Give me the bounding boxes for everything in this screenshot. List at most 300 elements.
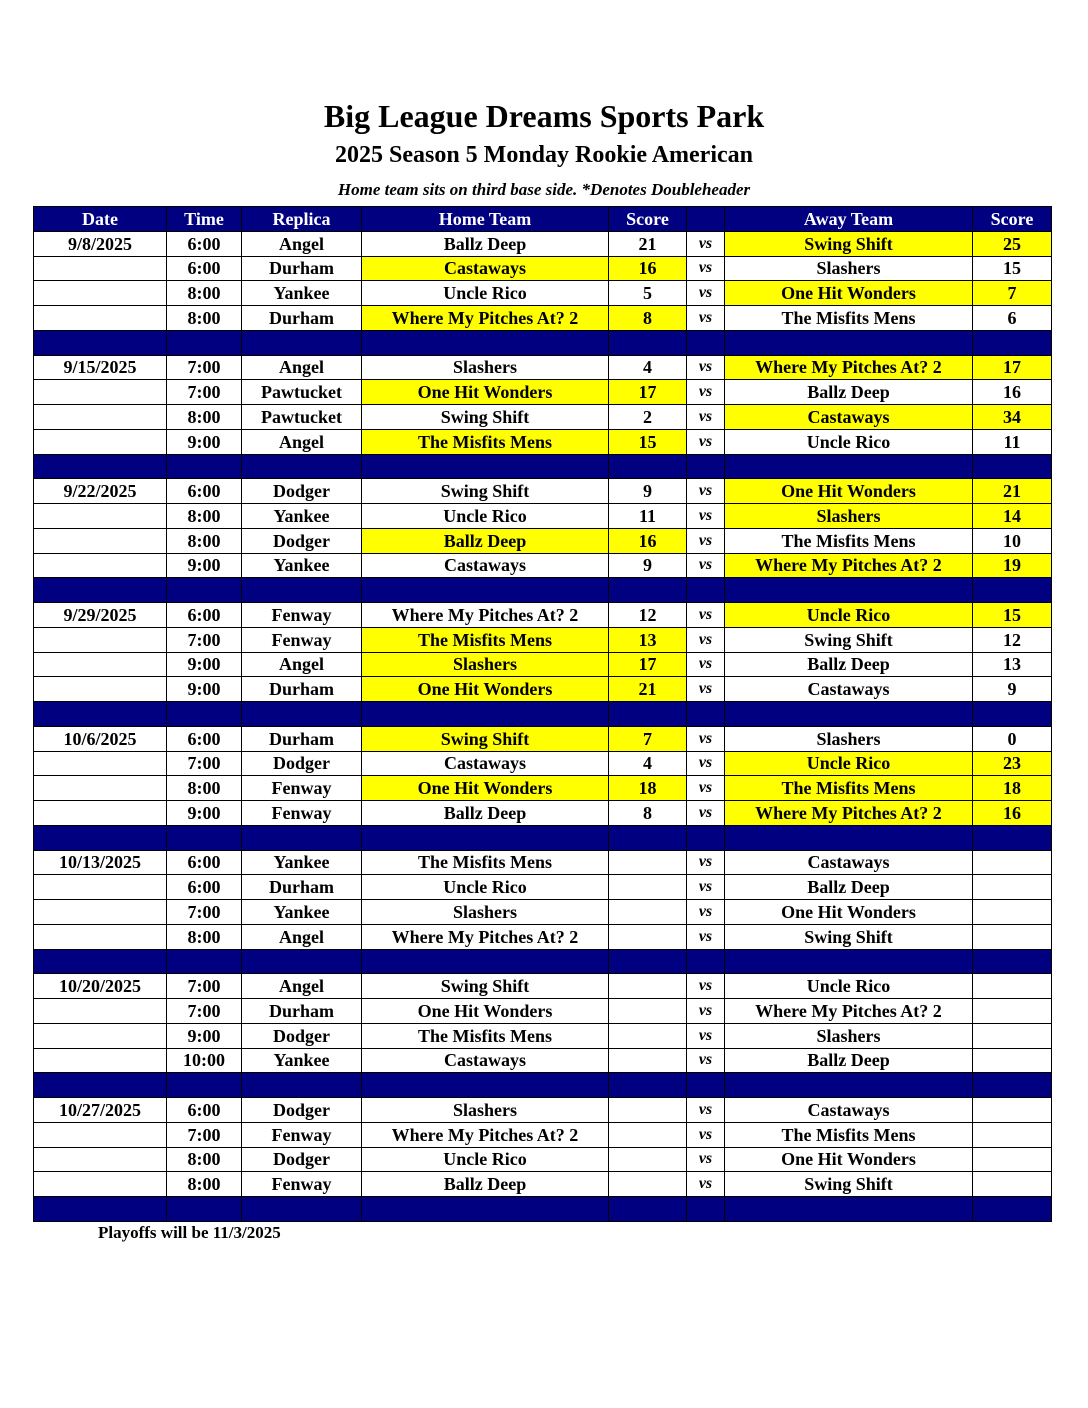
- away-score-cell: 12: [973, 627, 1052, 652]
- vs-cell: vs: [687, 429, 725, 454]
- table-row: [34, 380, 1052, 405]
- table-row: [34, 1122, 1052, 1147]
- away-score-cell: 6: [973, 306, 1052, 331]
- away-score-cell: 0: [973, 726, 1052, 751]
- away-score-cell: [973, 974, 1052, 999]
- home-team-cell: Castaways: [362, 256, 609, 281]
- time-cell: 7:00: [167, 999, 242, 1024]
- week-separator-row: [34, 1197, 1052, 1222]
- away-score-cell: [973, 924, 1052, 949]
- away-score-cell: [973, 1122, 1052, 1147]
- home-team-cell: The Misfits Mens: [362, 850, 609, 875]
- table-row: [34, 281, 1052, 306]
- home-team-cell: Ballz Deep: [362, 801, 609, 826]
- separator-cell: [242, 330, 362, 355]
- away-team-cell: Ballz Deep: [725, 875, 973, 900]
- home-score-cell: 5: [609, 281, 687, 306]
- separator-cell: [687, 1197, 725, 1222]
- replica-cell: Yankee: [242, 281, 362, 306]
- time-cell: 8:00: [167, 1147, 242, 1172]
- date-cell: [34, 1048, 167, 1073]
- away-team-cell: Castaways: [725, 850, 973, 875]
- away-team-cell: Slashers: [725, 504, 973, 529]
- away-team-cell: Swing Shift: [725, 627, 973, 652]
- separator-cell: [167, 1073, 242, 1098]
- col-replica-header: Replica: [242, 207, 362, 232]
- replica-cell: Angel: [242, 429, 362, 454]
- away-score-cell: 7: [973, 281, 1052, 306]
- home-score-cell: [609, 1147, 687, 1172]
- away-team-cell: The Misfits Mens: [725, 306, 973, 331]
- home-score-cell: [609, 999, 687, 1024]
- separator-cell: [362, 1073, 609, 1098]
- table-row: [34, 751, 1052, 776]
- vs-cell: vs: [687, 875, 725, 900]
- date-cell: 10/27/2025: [34, 1098, 167, 1123]
- home-team-cell: Swing Shift: [362, 479, 609, 504]
- home-score-cell: 16: [609, 528, 687, 553]
- time-cell: 7:00: [167, 974, 242, 999]
- away-score-cell: [973, 875, 1052, 900]
- week-separator-row: [34, 949, 1052, 974]
- time-cell: 7:00: [167, 380, 242, 405]
- time-cell: 8:00: [167, 281, 242, 306]
- replica-cell: Dodger: [242, 1098, 362, 1123]
- vs-cell: vs: [687, 1122, 725, 1147]
- time-cell: 9:00: [167, 429, 242, 454]
- table-row: [34, 1023, 1052, 1048]
- replica-cell: Dodger: [242, 528, 362, 553]
- separator-cell: [687, 949, 725, 974]
- vs-cell: vs: [687, 479, 725, 504]
- time-cell: 9:00: [167, 801, 242, 826]
- separator-cell: [34, 949, 167, 974]
- home-team-cell: Castaways: [362, 751, 609, 776]
- date-cell: [34, 1147, 167, 1172]
- week-separator-row: [34, 825, 1052, 850]
- time-cell: 8:00: [167, 504, 242, 529]
- home-team-cell: Where My Pitches At? 2: [362, 924, 609, 949]
- separator-cell: [725, 578, 973, 603]
- separator-cell: [362, 949, 609, 974]
- separator-cell: [167, 949, 242, 974]
- separator-cell: [609, 330, 687, 355]
- table-row: [34, 504, 1052, 529]
- home-team-cell: The Misfits Mens: [362, 1023, 609, 1048]
- date-cell: 9/15/2025: [34, 355, 167, 380]
- vs-cell: vs: [687, 281, 725, 306]
- time-cell: 7:00: [167, 900, 242, 925]
- col-home-team-header: Home Team: [362, 207, 609, 232]
- table-row: [34, 677, 1052, 702]
- week-separator-row: [34, 454, 1052, 479]
- separator-cell: [725, 330, 973, 355]
- vs-cell: vs: [687, 924, 725, 949]
- separator-cell: [242, 825, 362, 850]
- home-score-cell: 9: [609, 479, 687, 504]
- week-separator-row: [34, 702, 1052, 727]
- separator-cell: [973, 1073, 1052, 1098]
- replica-cell: Durham: [242, 256, 362, 281]
- date-cell: [34, 776, 167, 801]
- separator-cell: [725, 949, 973, 974]
- replica-cell: Yankee: [242, 850, 362, 875]
- col-away-score-header: Score: [973, 207, 1052, 232]
- separator-cell: [687, 578, 725, 603]
- away-team-cell: Swing Shift: [725, 231, 973, 256]
- away-score-cell: [973, 900, 1052, 925]
- replica-cell: Dodger: [242, 1147, 362, 1172]
- replica-cell: Fenway: [242, 603, 362, 628]
- replica-cell: Yankee: [242, 900, 362, 925]
- home-team-cell: One Hit Wonders: [362, 999, 609, 1024]
- vs-cell: vs: [687, 405, 725, 430]
- home-team-cell: Swing Shift: [362, 974, 609, 999]
- replica-cell: Angel: [242, 355, 362, 380]
- separator-cell: [973, 454, 1052, 479]
- separator-cell: [362, 1197, 609, 1222]
- away-team-cell: Where My Pitches At? 2: [725, 801, 973, 826]
- table-row: [34, 553, 1052, 578]
- away-score-cell: [973, 999, 1052, 1024]
- vs-cell: vs: [687, 231, 725, 256]
- away-score-cell: [973, 1172, 1052, 1197]
- vs-cell: vs: [687, 504, 725, 529]
- table-row: [34, 999, 1052, 1024]
- table-row: [34, 726, 1052, 751]
- separator-cell: [362, 578, 609, 603]
- table-row: [34, 850, 1052, 875]
- replica-cell: Angel: [242, 974, 362, 999]
- vs-cell: vs: [687, 627, 725, 652]
- away-score-cell: 15: [973, 603, 1052, 628]
- home-team-cell: One Hit Wonders: [362, 677, 609, 702]
- vs-cell: vs: [687, 999, 725, 1024]
- home-score-cell: [609, 1098, 687, 1123]
- away-score-cell: 25: [973, 231, 1052, 256]
- away-score-cell: 10: [973, 528, 1052, 553]
- date-cell: [34, 553, 167, 578]
- time-cell: 6:00: [167, 256, 242, 281]
- week-separator-row: [34, 330, 1052, 355]
- time-cell: 6:00: [167, 1098, 242, 1123]
- home-score-cell: [609, 1172, 687, 1197]
- home-score-cell: [609, 850, 687, 875]
- separator-cell: [609, 702, 687, 727]
- home-score-cell: 8: [609, 306, 687, 331]
- time-cell: 8:00: [167, 776, 242, 801]
- home-team-cell: Castaways: [362, 1048, 609, 1073]
- date-cell: [34, 875, 167, 900]
- vs-cell: vs: [687, 1048, 725, 1073]
- separator-cell: [167, 702, 242, 727]
- table-row: [34, 429, 1052, 454]
- away-team-cell: Castaways: [725, 677, 973, 702]
- replica-cell: Fenway: [242, 627, 362, 652]
- separator-cell: [687, 702, 725, 727]
- replica-cell: Angel: [242, 652, 362, 677]
- away-team-cell: One Hit Wonders: [725, 479, 973, 504]
- home-team-cell: Where My Pitches At? 2: [362, 603, 609, 628]
- home-score-cell: 7: [609, 726, 687, 751]
- week-separator-row: [34, 578, 1052, 603]
- away-team-cell: The Misfits Mens: [725, 528, 973, 553]
- away-team-cell: Where My Pitches At? 2: [725, 553, 973, 578]
- away-score-cell: 21: [973, 479, 1052, 504]
- home-team-cell: Uncle Rico: [362, 1147, 609, 1172]
- date-cell: [34, 652, 167, 677]
- separator-cell: [167, 1197, 242, 1222]
- week-separator-row: [34, 1073, 1052, 1098]
- date-cell: [34, 801, 167, 826]
- away-team-cell: Ballz Deep: [725, 380, 973, 405]
- home-score-cell: 8: [609, 801, 687, 826]
- away-team-cell: One Hit Wonders: [725, 900, 973, 925]
- separator-cell: [242, 702, 362, 727]
- replica-cell: Angel: [242, 924, 362, 949]
- home-team-cell: Slashers: [362, 900, 609, 925]
- time-cell: 9:00: [167, 1023, 242, 1048]
- page-subtitle: 2025 Season 5 Monday Rookie American: [334, 142, 753, 168]
- away-team-cell: One Hit Wonders: [725, 281, 973, 306]
- col-time-header: Time: [167, 207, 242, 232]
- vs-cell: vs: [687, 652, 725, 677]
- replica-cell: Dodger: [242, 479, 362, 504]
- separator-cell: [242, 578, 362, 603]
- home-team-cell: One Hit Wonders: [362, 776, 609, 801]
- home-team-cell: Ballz Deep: [362, 528, 609, 553]
- separator-cell: [973, 702, 1052, 727]
- playoffs-note: Playoffs will be 11/3/2025: [98, 1223, 281, 1242]
- separator-cell: [973, 825, 1052, 850]
- separator-cell: [167, 825, 242, 850]
- separator-cell: [34, 578, 167, 603]
- date-cell: [34, 429, 167, 454]
- date-cell: [34, 1023, 167, 1048]
- away-team-cell: Uncle Rico: [725, 603, 973, 628]
- home-team-cell: The Misfits Mens: [362, 429, 609, 454]
- separator-cell: [167, 454, 242, 479]
- home-score-cell: 13: [609, 627, 687, 652]
- away-score-cell: 16: [973, 801, 1052, 826]
- home-score-cell: 15: [609, 429, 687, 454]
- vs-cell: vs: [687, 1147, 725, 1172]
- replica-cell: Durham: [242, 875, 362, 900]
- home-score-cell: 4: [609, 355, 687, 380]
- table-row: [34, 1098, 1052, 1123]
- table-row: [34, 875, 1052, 900]
- away-score-cell: 16: [973, 380, 1052, 405]
- date-cell: [34, 528, 167, 553]
- vs-cell: vs: [687, 355, 725, 380]
- vs-cell: vs: [687, 1172, 725, 1197]
- replica-cell: Durham: [242, 999, 362, 1024]
- date-cell: 10/20/2025: [34, 974, 167, 999]
- away-team-cell: Castaways: [725, 1098, 973, 1123]
- separator-cell: [725, 1073, 973, 1098]
- table-row: [34, 528, 1052, 553]
- date-cell: 9/22/2025: [34, 479, 167, 504]
- home-team-cell: Where My Pitches At? 2: [362, 1122, 609, 1147]
- away-score-cell: 15: [973, 256, 1052, 281]
- separator-cell: [609, 1197, 687, 1222]
- replica-cell: Angel: [242, 231, 362, 256]
- date-cell: [34, 281, 167, 306]
- replica-cell: Dodger: [242, 751, 362, 776]
- home-team-cell: Slashers: [362, 1098, 609, 1123]
- col-away-team-header: Away Team: [725, 207, 973, 232]
- home-team-cell: Slashers: [362, 652, 609, 677]
- table-header-row: [34, 207, 1052, 232]
- date-cell: [34, 900, 167, 925]
- separator-cell: [167, 330, 242, 355]
- away-team-cell: Uncle Rico: [725, 429, 973, 454]
- separator-cell: [242, 1073, 362, 1098]
- table-row: [34, 405, 1052, 430]
- separator-cell: [34, 702, 167, 727]
- home-score-cell: 11: [609, 504, 687, 529]
- date-cell: [34, 751, 167, 776]
- away-score-cell: 11: [973, 429, 1052, 454]
- vs-cell: vs: [687, 900, 725, 925]
- date-cell: [34, 380, 167, 405]
- away-team-cell: Where My Pitches At? 2: [725, 355, 973, 380]
- replica-cell: Fenway: [242, 776, 362, 801]
- date-cell: [34, 504, 167, 529]
- home-team-cell: Uncle Rico: [362, 875, 609, 900]
- time-cell: 9:00: [167, 652, 242, 677]
- page-title: Big League Dreams Sports Park: [323, 98, 765, 134]
- home-score-cell: [609, 875, 687, 900]
- away-team-cell: Swing Shift: [725, 924, 973, 949]
- replica-cell: Fenway: [242, 1122, 362, 1147]
- col-vs-header: [687, 207, 725, 232]
- schedule-body: [34, 231, 1052, 1221]
- date-cell: 10/6/2025: [34, 726, 167, 751]
- table-row: [34, 603, 1052, 628]
- home-score-cell: 12: [609, 603, 687, 628]
- away-team-cell: One Hit Wonders: [725, 1147, 973, 1172]
- date-cell: [34, 999, 167, 1024]
- table-row: [34, 900, 1052, 925]
- away-team-cell: Slashers: [725, 256, 973, 281]
- separator-cell: [973, 949, 1052, 974]
- replica-cell: Durham: [242, 726, 362, 751]
- table-row: [34, 256, 1052, 281]
- home-score-cell: 17: [609, 652, 687, 677]
- time-cell: 7:00: [167, 355, 242, 380]
- date-cell: [34, 677, 167, 702]
- vs-cell: vs: [687, 1023, 725, 1048]
- date-cell: 9/8/2025: [34, 231, 167, 256]
- separator-cell: [687, 330, 725, 355]
- home-score-cell: [609, 900, 687, 925]
- replica-cell: Fenway: [242, 1172, 362, 1197]
- away-score-cell: [973, 1147, 1052, 1172]
- separator-cell: [609, 578, 687, 603]
- vs-cell: vs: [687, 306, 725, 331]
- away-team-cell: Slashers: [725, 1023, 973, 1048]
- home-team-cell: Slashers: [362, 355, 609, 380]
- time-cell: 7:00: [167, 627, 242, 652]
- table-row: [34, 231, 1052, 256]
- vs-cell: vs: [687, 603, 725, 628]
- replica-cell: Dodger: [242, 1023, 362, 1048]
- date-cell: 9/29/2025: [34, 603, 167, 628]
- table-row: [34, 627, 1052, 652]
- vs-cell: vs: [687, 801, 725, 826]
- home-score-cell: 17: [609, 380, 687, 405]
- replica-cell: Pawtucket: [242, 405, 362, 430]
- separator-cell: [34, 1073, 167, 1098]
- away-team-cell: Slashers: [725, 726, 973, 751]
- date-cell: 10/13/2025: [34, 850, 167, 875]
- home-team-cell: Castaways: [362, 553, 609, 578]
- separator-cell: [362, 702, 609, 727]
- away-score-cell: [973, 850, 1052, 875]
- away-score-cell: [973, 1098, 1052, 1123]
- time-cell: 7:00: [167, 1122, 242, 1147]
- replica-cell: Yankee: [242, 1048, 362, 1073]
- away-team-cell: Uncle Rico: [725, 974, 973, 999]
- replica-cell: Yankee: [242, 553, 362, 578]
- vs-cell: vs: [687, 677, 725, 702]
- table-row: [34, 355, 1052, 380]
- away-team-cell: Ballz Deep: [725, 1048, 973, 1073]
- separator-cell: [609, 825, 687, 850]
- col-home-score-header: Score: [609, 207, 687, 232]
- separator-cell: [973, 1197, 1052, 1222]
- time-cell: 6:00: [167, 850, 242, 875]
- home-score-cell: 9: [609, 553, 687, 578]
- separator-cell: [609, 1073, 687, 1098]
- home-score-cell: 21: [609, 677, 687, 702]
- home-score-cell: 16: [609, 256, 687, 281]
- replica-cell: Durham: [242, 677, 362, 702]
- time-cell: 6:00: [167, 603, 242, 628]
- separator-cell: [242, 949, 362, 974]
- time-cell: 6:00: [167, 479, 242, 504]
- table-row: [34, 974, 1052, 999]
- schedule-table: [33, 206, 1052, 1222]
- table-row: [34, 1172, 1052, 1197]
- separator-cell: [34, 1197, 167, 1222]
- separator-cell: [687, 1073, 725, 1098]
- separator-cell: [242, 454, 362, 479]
- away-team-cell: The Misfits Mens: [725, 776, 973, 801]
- away-team-cell: Where My Pitches At? 2: [725, 999, 973, 1024]
- time-cell: 8:00: [167, 924, 242, 949]
- replica-cell: Yankee: [242, 504, 362, 529]
- separator-cell: [725, 825, 973, 850]
- time-cell: 6:00: [167, 231, 242, 256]
- home-score-cell: [609, 1122, 687, 1147]
- replica-cell: Fenway: [242, 801, 362, 826]
- home-team-cell: Uncle Rico: [362, 281, 609, 306]
- table-row: [34, 776, 1052, 801]
- home-team-cell: Ballz Deep: [362, 231, 609, 256]
- table-row: [34, 801, 1052, 826]
- vs-cell: vs: [687, 528, 725, 553]
- date-cell: [34, 1172, 167, 1197]
- separator-cell: [242, 1197, 362, 1222]
- separator-cell: [687, 825, 725, 850]
- time-cell: 9:00: [167, 677, 242, 702]
- separator-cell: [362, 825, 609, 850]
- separator-cell: [34, 454, 167, 479]
- separator-cell: [362, 330, 609, 355]
- time-cell: 9:00: [167, 553, 242, 578]
